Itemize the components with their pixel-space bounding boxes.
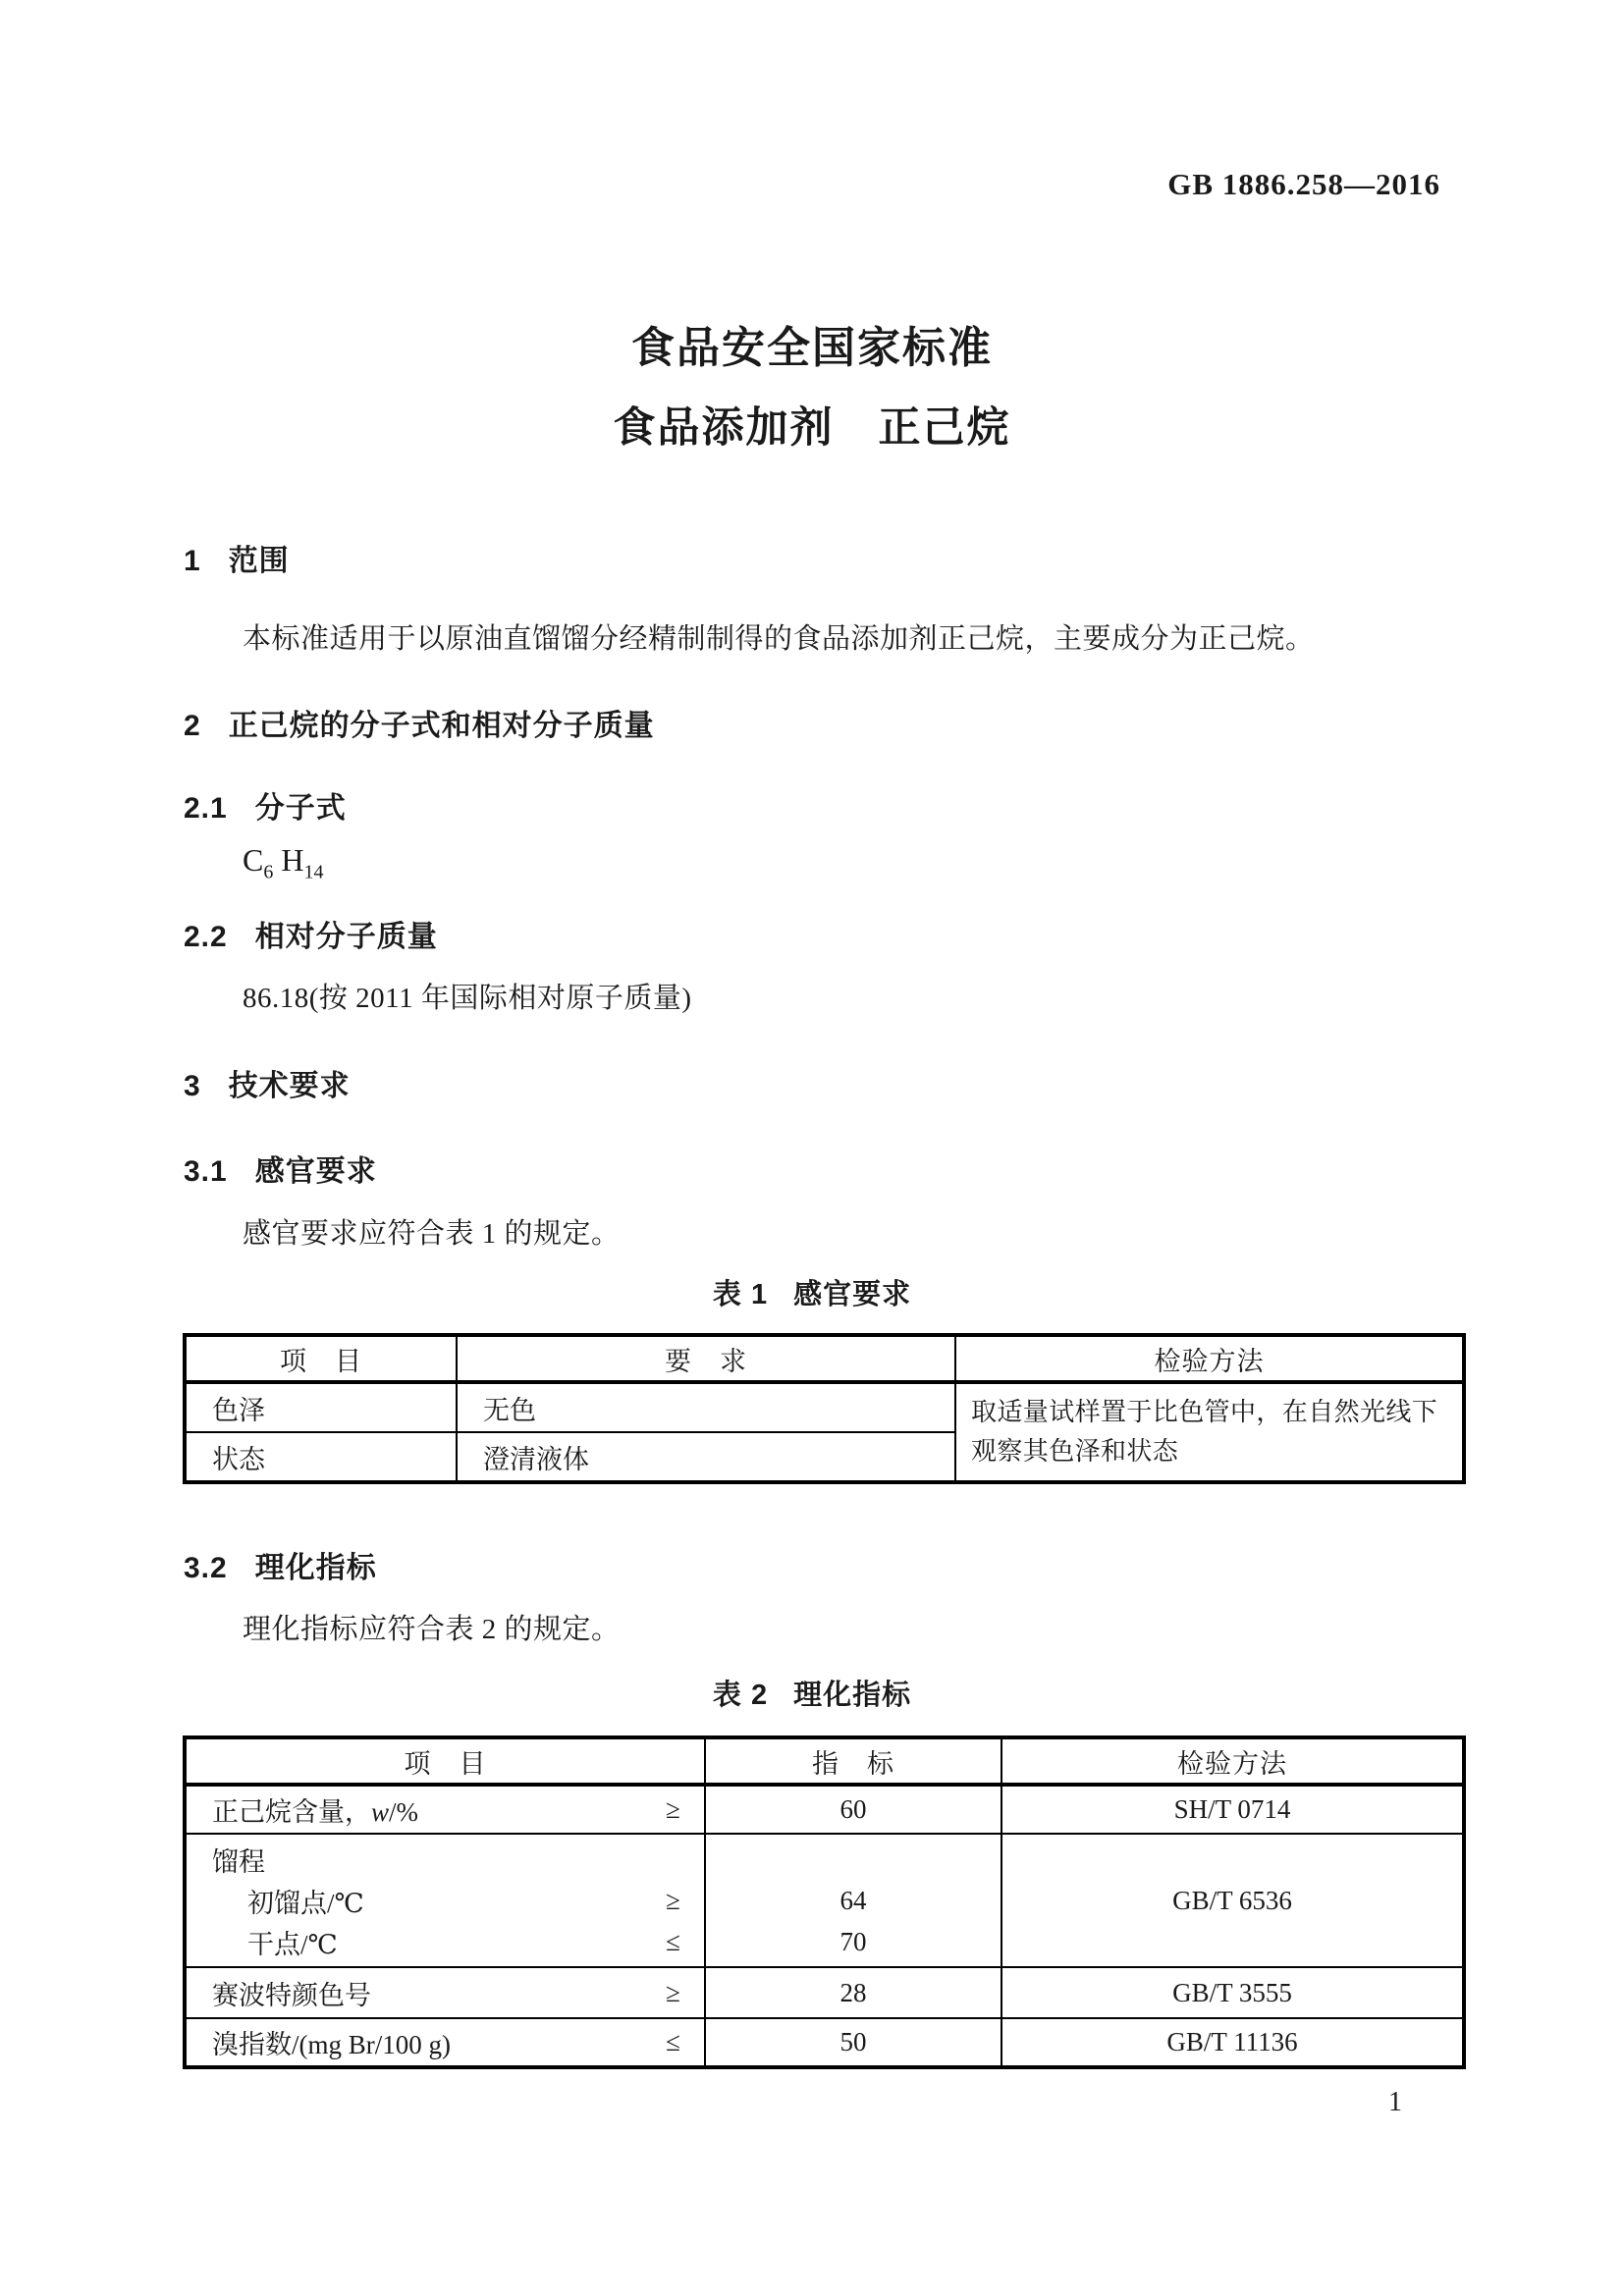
section-3-1-paragraph: 感官要求应符合表 1 的规定。 — [243, 1218, 621, 1250]
table-1-header-method: 检验方法 — [955, 1335, 1464, 1382]
section-3-title: 技术要求 — [228, 1070, 351, 1102]
table-1-caption-title: 感官要求 — [793, 1279, 912, 1310]
section-3-1-title: 感官要求 — [254, 1155, 377, 1188]
section-1-heading — [184, 536, 290, 579]
index-value: 50 — [705, 2018, 1001, 2067]
relation-symbol: ≤ — [666, 2027, 680, 2056]
section-2-1-number: 2.1 — [184, 792, 228, 825]
relation-symbol: ≥ — [666, 1885, 680, 1915]
table-row — [185, 1834, 1464, 1967]
table-row — [185, 2018, 1464, 2067]
section-3-2-title: 理化指标 — [254, 1552, 377, 1584]
section-3-number: 3 — [184, 1070, 201, 1102]
relation-symbol: ≥ — [666, 1794, 680, 1824]
section-2-2-paragraph: 86.18(按 2011 年国际相对原子质量) — [243, 983, 692, 1014]
item-label: 赛波特颜色号 — [212, 1980, 371, 2010]
table-2-header-row — [185, 1737, 1464, 1785]
table-2-caption — [0, 1673, 1624, 1713]
group-label: 馏程 — [212, 1846, 265, 1877]
table-1-header-item: 项 目 — [185, 1335, 457, 1382]
method-value: GB/T 3555 — [1001, 1967, 1464, 2018]
method-value: GB/T 6536 — [1001, 1834, 1464, 1967]
table-2-physicochemical-indexes — [183, 1735, 1466, 2069]
formula-c: C — [243, 842, 264, 878]
table-row — [185, 1382, 1464, 1432]
index-value: 60 — [705, 1785, 1001, 1834]
table-1-method-cell: 取适量试样置于比色管中，在自然光线下观察其色泽和状态 — [955, 1382, 1464, 1482]
index-value: 64 — [839, 1885, 867, 1915]
formula-c-subscript: 6 — [263, 861, 274, 883]
section-3-2-heading — [184, 1543, 377, 1586]
index-value: 70 — [839, 1926, 867, 1956]
item-label-variable: w — [371, 1797, 390, 1827]
table-2-item-bromine-index — [185, 2018, 705, 2067]
section-3-1-heading — [184, 1147, 377, 1190]
item-label-suffix: /% — [389, 1797, 419, 1827]
relation-symbol: ≥ — [666, 1977, 680, 2007]
section-2-title: 正己烷的分子式和相对分子质量 — [228, 710, 655, 742]
table-2-caption-title: 理化指标 — [793, 1680, 912, 1711]
section-3-2-number: 3.2 — [184, 1552, 228, 1584]
section-3-1-number: 3.1 — [184, 1155, 228, 1188]
sub-item-label: 干点/℃ — [247, 1929, 338, 1959]
index-value: 28 — [705, 1967, 1001, 2018]
table-2-header-method: 检验方法 — [1001, 1737, 1464, 1785]
molecular-formula — [243, 842, 323, 883]
table-1-sensory-requirements — [183, 1333, 1466, 1484]
table-1-item-state: 状态 — [185, 1432, 457, 1482]
section-2-2-number: 2.2 — [184, 921, 228, 953]
section-2-number: 2 — [184, 710, 201, 742]
section-2-2-title: 相对分子质量 — [254, 921, 438, 953]
table-1-header-requirement: 要 求 — [457, 1335, 955, 1382]
page-number: 1 — [1388, 2087, 1402, 2117]
table-2-item-distillation-range — [185, 1834, 705, 1967]
table-2-caption-label: 表 2 — [712, 1680, 769, 1711]
section-1-paragraph: 本标准适用于以原油直馏馏分经精制制得的食品添加剂正己烷，主要成分为正己烷。 — [243, 623, 1315, 655]
item-label — [212, 1790, 418, 1829]
section-2-2-heading — [184, 912, 438, 955]
table-1-header-row — [185, 1335, 1464, 1382]
section-2-1-title: 分子式 — [254, 792, 347, 825]
method-value: GB/T 11136 — [1001, 2018, 1464, 2067]
table-row — [185, 1785, 1464, 1834]
table-1-caption — [0, 1272, 1624, 1312]
table-1-requirement-state: 澄清液体 — [457, 1432, 955, 1482]
formula-h: H — [281, 842, 304, 878]
table-2-header-index: 指 标 — [705, 1737, 1001, 1785]
relation-symbol: ≤ — [666, 1926, 680, 1956]
section-2-1-heading — [184, 783, 347, 827]
document-title: 食品安全国家标准 — [631, 324, 993, 372]
document-subtitle: 食品添加剂 正己烷 — [613, 404, 1011, 452]
table-1-caption-label: 表 1 — [712, 1279, 769, 1310]
section-2-heading — [184, 701, 655, 744]
section-3-2-paragraph: 理化指标应符合表 2 的规定。 — [243, 1614, 621, 1645]
section-1-number: 1 — [184, 545, 201, 577]
item-label: 溴指数/(mg Br/100 g) — [212, 2030, 451, 2059]
index-value-group — [705, 1834, 1001, 1967]
standard-code: GB 1886.258—2016 — [1167, 167, 1440, 201]
formula-h-subscript: 14 — [303, 861, 324, 883]
section-1-title: 范围 — [228, 545, 290, 577]
table-1-item-color: 色泽 — [185, 1382, 457, 1432]
table-1-requirement-color: 无色 — [457, 1382, 955, 1432]
table-2-item-saybolt-color — [185, 1967, 705, 2018]
table-row — [185, 1967, 1464, 2018]
table-2-header-item: 项 目 — [185, 1737, 705, 1785]
table-2-item-hexane-content — [185, 1785, 705, 1834]
item-label-prefix: 正己烷含量， — [212, 1797, 371, 1827]
sub-item-label: 初馏点/℃ — [247, 1888, 364, 1918]
index-spacer — [706, 1839, 1001, 1880]
method-value: SH/T 0714 — [1001, 1785, 1464, 1834]
section-3-heading — [184, 1061, 351, 1104]
